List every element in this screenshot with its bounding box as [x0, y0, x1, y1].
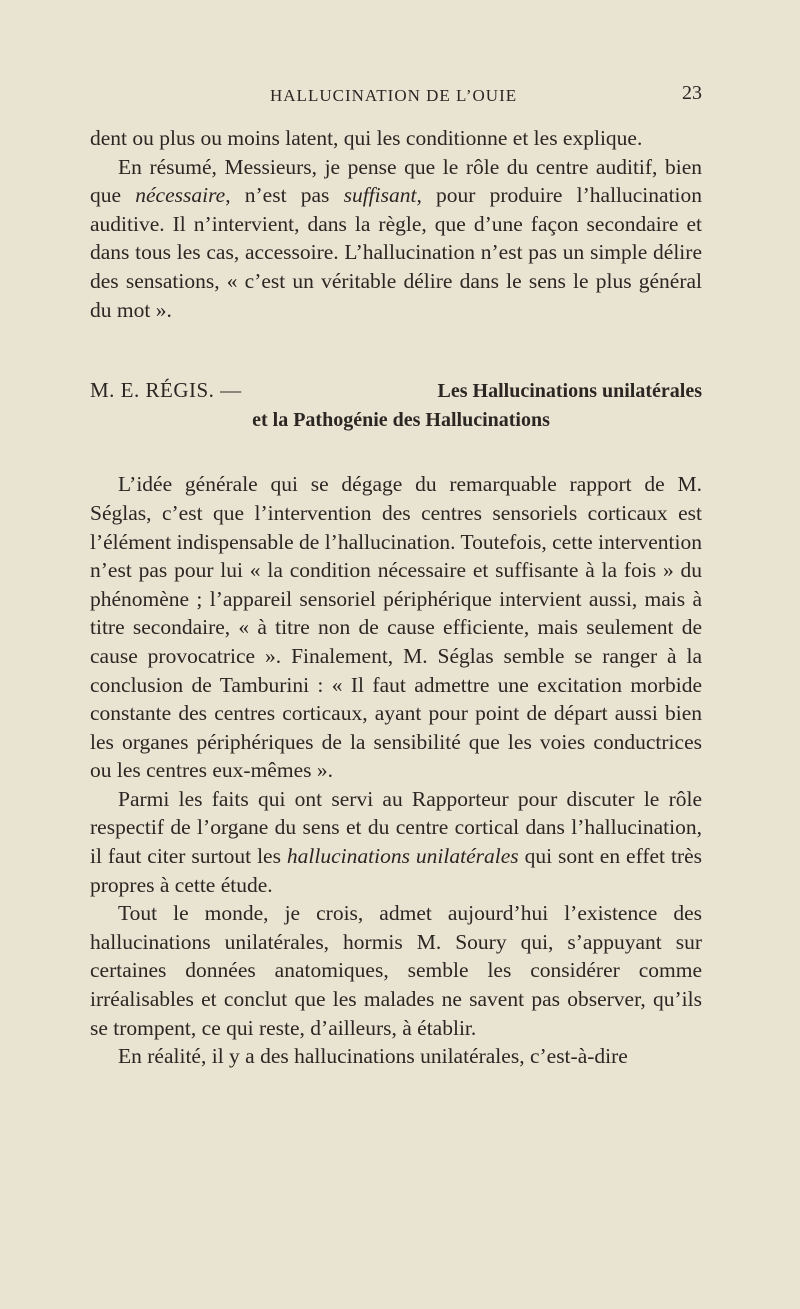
body-text	[90, 124, 702, 1071]
paragraph-3: L’idée générale qui se dégage du remarquable rapport de M. Séglas, c’est que l’intervention des centres sensoriels corticaux est l’élément indispensable de l’hallucination. Toutefois, cette intervention n’est pas pour lui « la condition nécessaire et suffisante à la fois » du phénomène ; l’appareil sensoriel périphérique intervient aussi, mais à titre secondaire, « à titre non de cause efficiente, mais seulement de cause provocatrice ». Finalement, M. Séglas semble se ranger à la conclusion de Tamburini : « Il faut admettre une excitation morbide constante des centres corticaux, ayant pour point de départ aussi bien les organes périphériques de la sensibilité que les voies conductrices ou les centres eux-mêmes ».	[90, 472, 702, 783]
paragraph-6: En réalité, il y a des hallucinations unilatérales, c’est-à-dire	[118, 1044, 628, 1069]
heading-title-line-1: Les Hallucinations unilatérales	[437, 380, 702, 403]
paragraph-2-part-c: , pour produire l’hallucination auditive. Il n’intervient, dans la règle, que d’une façon secondaire et dans tous les cas, accessoire. L’hallucination n’est pas un simple délire des sensations, « c’est un véritable délire dans le sens le plus général du mot ».	[90, 183, 703, 322]
page-number: 23	[682, 82, 702, 104]
paragraph-2-part-a: En résumé, Messieurs, je pense que le rôle du centre auditif, bien que	[90, 154, 702, 208]
heading-title-line-2: et la Pathogénie des Hallucinations	[252, 408, 550, 431]
page-header	[90, 82, 702, 112]
paragraph-5: Tout le monde, je crois, admet aujourd’hui l’existence des hallucinations unilatérales, hormis M. Soury qui, s’appuyant sur certaines données anatomiques, semble les considérer comme irréalisables et conclut que les malades ne savent pas observer, qu’ils se trompent, ce qui reste, d’ailleurs, à établir.	[90, 901, 702, 1040]
paragraph-4-part-a: Parmi les faits qui ont servi au Rapporteur pour discuter le rôle respectif de l’organe du sens et du centre cortical dans l’hallucination, il faut citer surtout les	[90, 786, 702, 869]
heading-author: M. E. RÉGIS. —	[90, 378, 242, 403]
section-heading	[90, 376, 702, 434]
paragraph-1: dent ou plus ou moins latent, qui les conditionne et les explique.	[90, 126, 643, 150]
paragraph-4-part-b: qui sont en effet très propres à cette étude.	[90, 844, 703, 897]
paragraph-2-part-b: , n’est pas	[225, 183, 344, 208]
paragraph-4	[90, 785, 702, 899]
italic-necessaire: nécessaire	[135, 183, 226, 208]
paragraph-2	[90, 153, 702, 325]
italic-suffisant: suffisant	[343, 183, 417, 208]
italic-hallucinations-unilaterales: hallucinations unilatérales	[286, 844, 519, 869]
running-head: HALLUCINATION DE L’OUIE	[270, 86, 518, 105]
